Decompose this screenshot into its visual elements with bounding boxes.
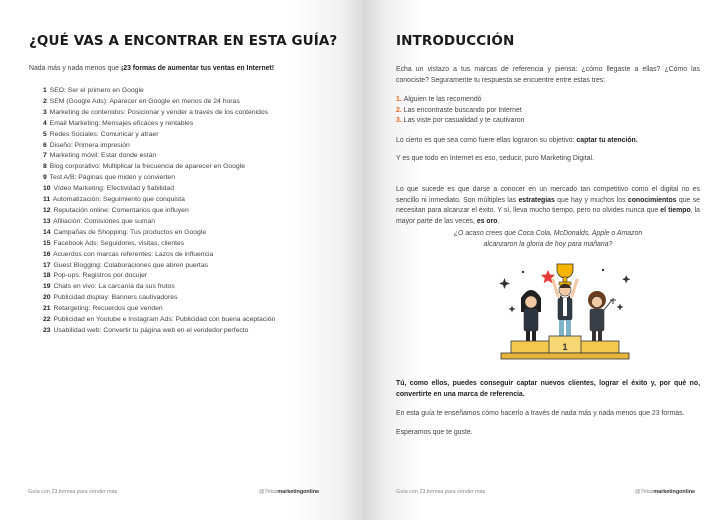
toc-item-number: 23 [43,326,51,334]
toc-item-text: SEM (Google Ads): Aparecer en Google en menos de 24 horas [49,97,240,105]
right-page [363,0,726,520]
list-item [396,95,700,106]
toc-item [43,108,275,119]
toc-item-text: Publicidad en Youtube e Instagram Ads: Publicidad con buena aceptación [53,316,276,324]
list-item-number: 2. [396,106,402,114]
toc-item [43,304,275,315]
toc-item [43,206,275,217]
toc-item-number: 13 [43,217,51,225]
numbered-list [396,95,700,127]
podium [501,336,629,359]
toc-item [43,217,275,228]
paragraph-bold-claim: Tú, como ellos, puedes conseguir captar nuevos clientes, lograr el éxito y, por qué no, convertirte en una marca de referencia. [396,380,700,398]
toc-item [43,86,275,97]
footer-handle: @7ebizmarketingonline [635,489,695,495]
toc-item-text: Test A/B: Páginas que miden y convierten [49,174,175,182]
paragraph-guide: En esta guía te enseñamos cómo hacerlo a través de nada más y nada menos que 23 formas. [396,410,685,417]
toc-item-number: 22 [43,316,51,324]
toc-item [43,282,275,293]
toc-item-text: Chats en vivo: La carcanía da sus frutos [53,283,175,291]
footer-handle: @7ebizmarketingonline [259,489,319,495]
intro-paragraph: Echa un vistazo a tus marcas de referencia y piensa: ¿cómo llegaste a ellas? ¿Cómo las conociste? Seguramente tu respuesta se encuentre entre estas tres: [396,66,700,84]
winner-woman-right [588,291,616,341]
toc-item-text: Retargeting: Recuerdos que venden [53,305,163,313]
toc-item-number: 1 [43,87,47,94]
list-item [396,106,700,117]
toc-item [43,228,275,239]
toc-item-text: Vídeo Marketing: Efectividad y fiabilidad [53,185,174,193]
toc-item-text: Campañas de Shopping: Tus productos en Google [53,228,207,236]
toc-item-number: 20 [43,294,51,302]
toc-item-number: 9 [43,174,47,182]
quote: ¿O acaso crees que Coca Cola, McDonalds, Apple o Amazon alcanzaron la gloria de hoy para mañana? [453,230,643,248]
toc-item-number: 18 [43,272,51,280]
toc-item [43,239,275,250]
toc-item [43,261,275,272]
page-title: ¿QUÉ VAS A ENCONTRAR EN ESTA GUÍA? [29,33,338,49]
paragraph-strategies: Lo que sucede es que darse a conocer en un mercado tan competitivo como el digital no es sencillo ni inmediato. Son múltiples las estrategias que hay y muchos los conocimientos que se necesitan para alcanzar el éxito. Y sí, lleva mucho tiempo, pero no olvides nunca que el tiempo, la mayor parte de las veces, es oro. [396,186,700,225]
toc-item-text: Email Marketing: Mensajes eficaces y rentables [49,119,194,127]
toc-item-number: 16 [43,250,51,258]
intro-line: Nada más y nada menos que ¡23 formas de aumentar tus ventas en Internet! [29,65,275,72]
list-item-number: 1. [396,96,402,103]
winner-man [553,280,577,336]
toc-item-number: 19 [43,283,51,291]
toc-item [43,250,275,261]
toc-item [43,141,275,152]
toc-item-text: Automatización: Seguimiento que conquista [52,196,185,204]
toc-item-text: Blog corporativo: Multiplicar la frecuencia de aparecer en Google [49,163,245,171]
winners-podium-illustration [491,262,639,370]
toc-item-text: Usabilidad web: Convertir tu página web en el vendedor perfecto [53,326,249,334]
toc-item-text: Afiliación: Comisiones que suman [53,217,156,225]
toc-item-number: 14 [43,228,51,236]
toc-item-number: 11 [43,196,51,204]
toc-item [43,173,275,184]
list-item-number: 3. [396,117,402,125]
page-title: INTRODUCCIÓN [396,33,515,49]
toc-item [43,271,275,282]
paragraph-digital: Y es que todo en Internet es eso, seducir, puro Marketing Digital. [396,155,594,162]
toc-item [43,151,275,162]
toc-item [43,195,275,206]
intro-highlight: ¡23 formas de aumentar tus ventas en Internet! [120,65,275,72]
list-item-text: Las encontraste buscando por Internet [403,106,522,114]
toc-item-number: 4 [43,119,47,127]
toc-item-number: 5 [43,130,47,138]
toc-item-text: Pop-ups: Registros por docujer [53,272,148,280]
table-of-contents [43,86,275,337]
toc-item-number: 17 [43,261,51,269]
toc-item-number: 15 [43,239,51,247]
toc-item-text: Reputación online: Comentarios que influyen [53,206,189,214]
trophy-icon [557,264,573,285]
toc-item-text: SEO: Ser el primero en Google [49,87,144,94]
toc-item-text: Redes Sociales: Comunicar y atraer [49,130,159,138]
footer-guide-title: Guía con 23 formas para vender más [28,489,118,495]
list-item [396,116,700,127]
toc-item-text: Diseño: Primera impresión [49,141,130,149]
toc-item-text: Publicidad display: Banners cautivadores [53,294,178,302]
podium-number: 1 [562,342,568,352]
toc-item-number: 3 [43,108,47,116]
toc-item-number: 7 [43,152,47,160]
toc-item-number: 10 [43,185,51,193]
list-item-text: Las viste por casualidad y te cautivaron [403,117,525,125]
toc-item [43,162,275,173]
toc-item-text: Guest Blogging: Colaboraciones que abren puertas [53,261,208,269]
paragraph-attention: Lo cierto es que sea como fuere ellas lograron su objetivo: captar tu atención. [396,137,638,144]
list-item-text: Alguien te las recomendó [403,96,482,103]
toc-item-number: 6 [43,141,47,149]
toc-item-number: 12 [43,206,51,214]
footer-guide-title: Guía con 23 formas para vender más [396,489,486,495]
toc-item [43,326,275,337]
toc-item [43,130,275,141]
paragraph-closing: Esperamos que te guste. [396,429,473,436]
toc-item [43,97,275,108]
toc-item-text: Marketing móvil: Estar donde están [49,152,157,160]
winner-woman-left [521,290,541,341]
toc-item [43,119,275,130]
toc-item-number: 21 [43,305,51,313]
toc-item-number: 8 [43,163,47,171]
toc-item-number: 2 [43,97,47,105]
toc-item [43,293,275,304]
toc-item [43,315,275,326]
toc-item-text: Acuerdos con marcas referentes: Lazos de influencia [53,250,214,258]
toc-item-text: Facebook Ads: Seguidores, visitas, clientes [53,239,185,247]
toc-item-text: Marketing de contenidos: Posicionar y vender a través de los contenidos [49,108,269,116]
toc-item [43,184,275,195]
